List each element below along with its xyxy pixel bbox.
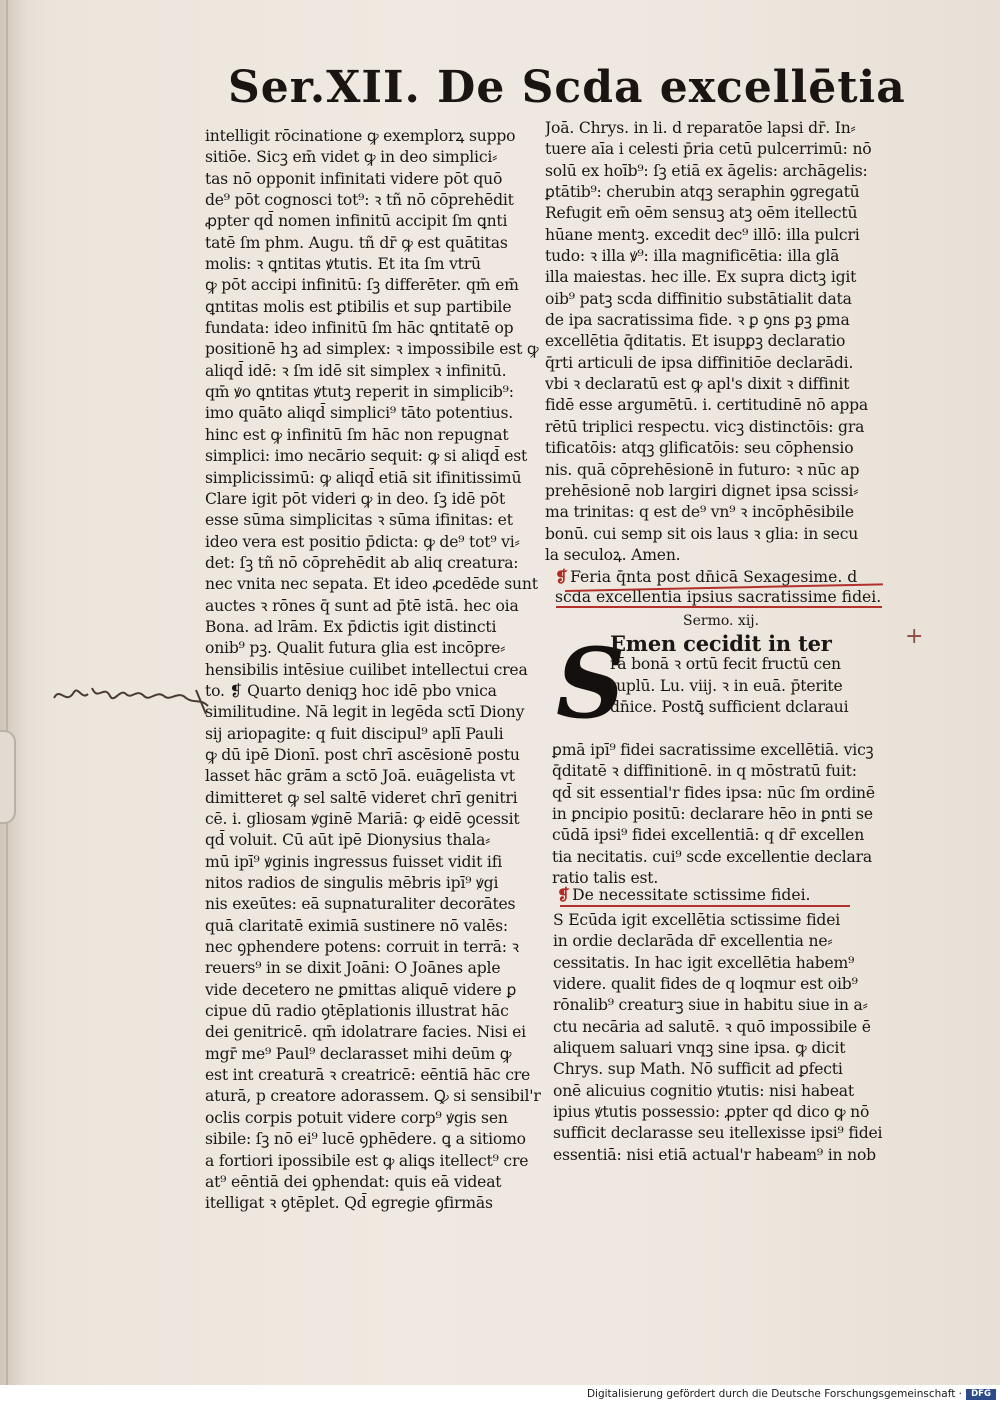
text-line: illa maiestas. hec ille. Ex supra dictꝫ igit xyxy=(545,268,857,287)
text-line: simplicissimū: ꝙ aliqd̄ etiā sit ifinitissimū xyxy=(205,468,522,487)
pilcrow-icon: ❡ xyxy=(557,885,571,904)
page-header: Ser.XII. De Scda excellētia xyxy=(228,62,906,113)
text-line: quā claritatē eximiā sustinere nō valēs: xyxy=(205,916,508,935)
text-line: in ordie declarāda dr̄ excellentia ne⸗ xyxy=(553,932,833,951)
text-line: simplici: imo necārio sequit: ꝙ si aliqd̄ est xyxy=(205,447,528,466)
text-line: cipue dū radio ꝯtēplationis illustrat hāc xyxy=(205,1002,509,1021)
text-line: esse sūma simplicitas ꝛ sūma ifinitas: et xyxy=(205,511,513,530)
text-line: qd̄ sit essential'r fides ipsa: nūc ſm ordinē xyxy=(552,783,875,802)
footer-bar xyxy=(0,1385,1000,1404)
text-line: hensibilis intēsiue cuilibet intellectui crea xyxy=(205,660,528,679)
text-line: ipius ꝟtutis possessio: ꝓpter qd dico ꝙ nō xyxy=(553,1103,870,1122)
handwriting-icon xyxy=(48,676,218,718)
sermon-opening xyxy=(610,633,890,718)
text-line: ꝓpter qd̄ nomen infinitū accipit ſm ꝗnti xyxy=(205,212,508,231)
text-line: est int creaturā ꝛ creatricē: eēntiā hāc cre xyxy=(205,1066,531,1085)
text-line: tificatōis: atqꝫ glificatōis: seu cōphensio xyxy=(545,439,854,458)
text-line: Joā. Chrys. in li. d reparatōe lapsi dr̄. In⸗ xyxy=(545,119,856,137)
rubric-underline xyxy=(556,606,882,608)
text-line: oib⁹ patꝫ scda diffinitio substātialit data xyxy=(545,289,852,308)
text-line: fundata: ideo infinitū ſm hāc ꝗntitatē op xyxy=(205,319,514,338)
text-line: ma trinitas: q est de⁹ vn⁹ ꝛ incōphēsibile xyxy=(545,503,854,522)
text-line: S Ecūda igit excellētia sctissime fidei xyxy=(553,911,841,929)
text-line: solū ex hoīb⁹: ſꝫ etiā ex āgelis: archāgelis: xyxy=(545,161,868,180)
margin-marker: + xyxy=(905,624,924,649)
text-line: ꝗntitas molis est ꝑtibilis et sup partibile xyxy=(205,297,512,316)
text-line: bonū. cui semp sit ois laus ꝛ glia: in secu xyxy=(545,524,859,543)
text-line: oclis corpis potuit videre corp⁹ ꝟgis sen xyxy=(205,1108,508,1127)
text-line: cē. i. gliosam ꝟginē Mariā: ꝙ eidē ꝯcessit xyxy=(205,810,520,828)
rubric-text: Feria q̄nta post dn̄icā Sexagesime. d xyxy=(570,568,858,586)
text-line: tuere aīa i celesti p̄ria cetū pulcerrimū: nō xyxy=(545,140,872,159)
text-line: sitiōe. Sicꝫ em̄ videt ꝙ in deo simplici⸗ xyxy=(205,148,498,167)
sermo-label: Sermo. xij. xyxy=(683,613,760,629)
text-line: at⁹ eēntiā dei ꝯphendat: quis eā videat xyxy=(205,1172,502,1191)
text-line: in ꝑncipio positū: declarare hēo in ꝑnti se xyxy=(552,805,873,824)
binding-spine xyxy=(6,0,8,1385)
text-line: similitudine. Nā legit in legēda sctī Diony xyxy=(205,703,525,722)
text-line: itelligat ꝛ ꝯtēplet. Qd̄ egregie ꝯfirmās xyxy=(205,1194,493,1213)
text-line: hinc est ꝙ infinitū ſm hāc non repugnat xyxy=(205,425,509,444)
text-line: rētū triplici respectu. vicꝫ distinctōis: gra xyxy=(545,417,865,436)
text-line: aliqd̄ idē: ꝛ ſm idē sit simplex ꝛ infinitū. xyxy=(205,361,507,380)
footer-credit: Digitalisierung gefördert durch die Deutsche Forschungsgemeinschaft · xyxy=(586,1388,962,1400)
sermon-body xyxy=(552,740,890,889)
text-line: to. ❡ Quarto deniqꝫ hoc idē pbo vnica xyxy=(205,681,497,700)
text-line: tudo: ꝛ illa ꝟ⁹: illa magnificētia: illa glā xyxy=(545,247,840,266)
rubric-text: scda excellentia ipsius sacratissime fidei. xyxy=(555,588,882,606)
text-line: a fortiori ipossibile est ꝙ aliꝗs itellect⁹ cre xyxy=(205,1151,529,1170)
text-line: aliquem saluari vnqꝫ sine ipsa. ꝙ dicit xyxy=(553,1039,846,1058)
text-line: nitos radios de singulis mēbris ipī⁹ ꝟgi xyxy=(205,874,499,893)
text-line: cūdā ipsi⁹ fidei excellentiā: q dr̄ excellen xyxy=(552,826,865,845)
text-line: reuers⁹ in se dixit Joāni: O Joānes aple xyxy=(205,959,501,978)
text-line: ctu necāria ad salutē. ꝛ quō impossibile ē xyxy=(553,1017,871,1036)
text-line: sufficit declarasse seu itellexisse ipsi⁹ fidei xyxy=(553,1124,883,1143)
text-line: nis exeūtes: eā supnaturaliter decorātes xyxy=(205,895,516,914)
text-line: Refugit em̄ oēm sensuꝫ atꝫ oēm itellectū xyxy=(545,204,858,223)
text-line: vbi ꝛ declaratū est ꝙ apl's dixit ꝛ diffinit xyxy=(545,375,850,394)
pilcrow-icon: ❡ xyxy=(555,567,569,586)
text-line: ꝙ pōt accipi infinitū: ſꝫ differēter. qm̄ em̄ xyxy=(205,276,519,295)
rubric-underline xyxy=(560,905,850,907)
text-line: vide decetero ne ꝑmittas aliquē videre ꝑ xyxy=(205,980,517,999)
text-line: sibile: ſꝫ nō ei⁹ lucē ꝯphēdere. ꝗ a sitiomo xyxy=(205,1130,526,1149)
dfg-logo: DFG xyxy=(966,1389,996,1400)
text-line: tatē ſm phm. Augu. tñ dr̄ ꝙ est quātitas xyxy=(205,233,508,252)
text-line: hūane mentꝫ. excedit dec⁹ illō: illa pulcri xyxy=(545,225,860,244)
text-line: qd̄ voluit. Cū aūt ipē Dionysius thala⸗ xyxy=(205,831,491,850)
text-line: ideo vera est positio p̄dicta: ꝙ de⁹ tot⁹ vi⸗ xyxy=(205,532,520,551)
text-line: sij ariopagite: q fuit discipul⁹ aplī Pauli xyxy=(205,724,504,743)
text-line: ꝑtātib⁹: cherubin atqꝫ seraphin ꝯgregatū xyxy=(545,183,860,202)
text-line: qm̄ ꝟo ꝗntitas ꝟtutꝫ reperit in simplicib⁹: xyxy=(205,383,514,402)
text-line: fidē esse argumētū. i. certitudinē nō appa xyxy=(545,396,868,415)
handwritten-margin-note xyxy=(48,676,208,716)
text-line: tia necitatis. cui⁹ scde excellentie declara xyxy=(552,847,872,866)
text-line: onib⁹ pꝫ. Qualit futura glia est incōpre⸗ xyxy=(205,639,506,658)
text-line: rā bonā ꝛ ortū fecit fructū cen xyxy=(610,655,841,674)
right-column xyxy=(545,118,890,566)
text-line: Chrys. sup Math. Nō sufficit ad ꝑfecti xyxy=(553,1060,843,1079)
text-line: nec ꝯphendere potens: corruit in terrā: ꝛ xyxy=(205,938,519,957)
text-line: la seculoꝝ. Amen. xyxy=(545,545,681,564)
text-line: dn̄ice. Postꝗ̄ sufficient dclaraui xyxy=(610,698,849,717)
text-line: mgr̄ me⁹ Paul⁹ declarasset mihi deūm ꝙ xyxy=(205,1044,512,1063)
text-line: tas nō opponit infinitati videre pōt quō xyxy=(205,169,503,188)
text-line: ꝑmā ipī⁹ fidei sacratissime excellētiā. vicꝫ xyxy=(552,741,874,759)
text-line: de ipa sacratissima fide. ꝛ ꝑ ꝯns ꝑꝫ ꝑma xyxy=(545,311,850,330)
text-line: intelligit rōcinatione ꝙ exemplorꝝ suppo xyxy=(205,127,516,145)
text-line: dimitteret ꝙ sel saltē videret chrī genitri xyxy=(205,788,518,807)
text-line: molis: ꝛ ꝗntitas ꝟtutis. Et ita ſm vtrū xyxy=(205,255,481,274)
text-line: Clare igit pōt videri ꝙ in deo. ſꝫ idē pōt xyxy=(205,489,506,508)
text-line: rōnalib⁹ creaturꝫ siue in habitu siue in a⸗ xyxy=(553,996,868,1015)
rubric-necessitate xyxy=(557,884,877,906)
text-line: lasset hāc grām a sctō Joā. euāgelista vt xyxy=(205,767,515,786)
text-line: q̄ditatē ꝛ diffinitionē. in q mōstratū fuit: xyxy=(552,762,857,781)
text-line: dei genitricē. qm̄ idolatrare facies. Nisi ei xyxy=(205,1023,526,1042)
text-line: ratio talis est. xyxy=(552,869,659,888)
text-line: prehēsionē nob largiri dignet ipsa scissi⸗ xyxy=(545,481,859,500)
text-line: q̄rti articuli de ipsa diffinitiōe declarādi. xyxy=(545,353,854,372)
text-line: aturā, p creatore adorassem. Ꝙ si sensibil'r xyxy=(205,1087,541,1106)
page-clip xyxy=(0,730,16,824)
rubric-text: De necessitate sctissime fidei. xyxy=(572,886,811,904)
text-line: de⁹ pōt cognosci tot⁹: ꝛ tñ nō cōprehēdit xyxy=(205,191,514,210)
text-line: auctes ꝛ rōnes q̄ sunt ad p̄tē istā. hec oia xyxy=(205,596,519,615)
sermon-body-2 xyxy=(553,910,890,1166)
text-line: nec vnita nec sepata. Et ideo ꝓcedēde sunt xyxy=(205,575,538,594)
text-line: positionē hꝫ ad simplex: ꝛ impossibile est ꝙ xyxy=(205,340,539,359)
text-line: videre. qualit fides de q loqmur est oib⁹ xyxy=(553,975,858,994)
drop-initial: S xyxy=(556,627,626,740)
text-line: nis. quā cōprehēsionē in futuro: ꝛ nūc ap xyxy=(545,460,860,479)
text-line: excellētia q̄ditatis. Et isupꝑꝫ declaratio xyxy=(545,332,846,351)
text-line: ꝙ dū ipē Dionī. post chrī ascēsionē postu xyxy=(205,745,520,764)
text-line: det: ſꝫ tñ nō cōprehēdit ab aliq creatura: xyxy=(205,553,519,572)
text-line: imo quāto aliqd̄ simplici⁹ tāto potentius. xyxy=(205,404,514,423)
text-line: cessitatis. In hac igit excellētia habem⁹ xyxy=(553,953,855,972)
text-line: tuplū. Lu. viij. ꝛ in euā. p̄terite xyxy=(610,676,843,695)
sermon-first-line: Emen cecidit in ter xyxy=(610,633,832,655)
text-line: mū ipī⁹ ꝟginis ingressus fuisset vidit ifi xyxy=(205,852,503,871)
text-line: essentiā: nisi etiā actual'r habeam⁹ in nob xyxy=(553,1145,876,1164)
text-line: onē alicuius cognitio ꝟtutis: nisi habeat xyxy=(553,1081,854,1100)
text-line: Bona. ad lrām. Ex p̄dictis igit distincti xyxy=(205,617,497,636)
left-column xyxy=(205,126,545,1215)
